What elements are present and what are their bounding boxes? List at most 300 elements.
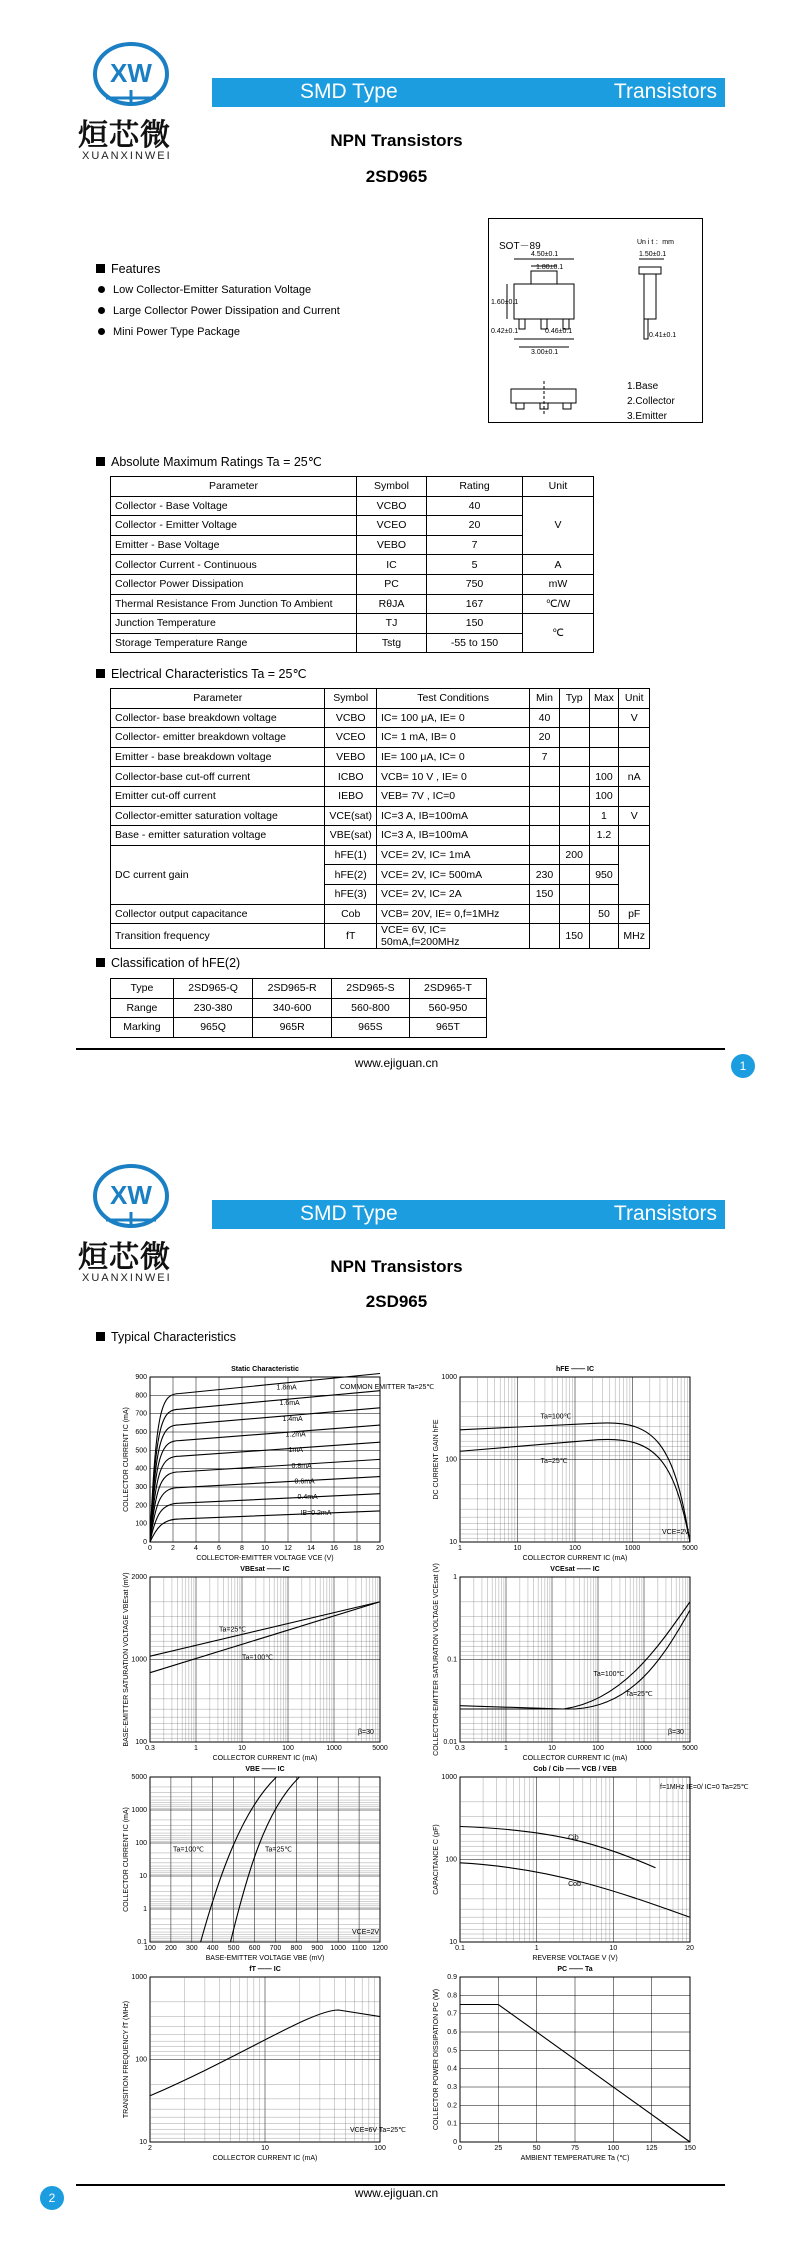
cell: VEBO — [357, 535, 427, 555]
y-label: COLLECTOR-EMITTER SATURATION VOLTAGE VCEsat (V) — [433, 1563, 440, 1756]
y-tick: 500 — [135, 1447, 147, 1455]
table-row — [111, 845, 650, 865]
footer-url: www.ejiguan.cn — [354, 1056, 439, 1070]
graph-title: hFE —— IC — [555, 1366, 595, 1373]
curve-label: Ta=100℃ — [173, 1846, 205, 1854]
cell: nA — [619, 767, 650, 787]
y-label: COLLECTOR POWER DISSIPATION PC (W) — [433, 1988, 440, 2131]
page-number: 2 — [40, 2186, 64, 2210]
cell: IC — [357, 555, 427, 575]
doc-title: NPN Transistors — [330, 1257, 463, 1276]
x-tick: 500 — [227, 1945, 240, 1952]
cell — [589, 708, 619, 728]
curve-label: Cib — [568, 1834, 579, 1842]
abs-max-table — [110, 476, 594, 653]
chart-note: f=1MHz IE=0/ IC=0 Ta=25℃ — [660, 1784, 749, 1791]
x-tick: 200 — [165, 1945, 177, 1952]
cell: Collector- base breakdown voltage — [111, 708, 325, 728]
x-tick: 1 — [534, 1945, 539, 1952]
banner-right: Transistors — [613, 80, 717, 103]
x-label: COLLECTOR CURRENT IC (mA) — [522, 1555, 628, 1562]
chart-g2 — [433, 1366, 698, 1562]
y-label: DC CURRENT GAIN hFE — [433, 1419, 440, 1500]
graph-g4 — [433, 1563, 698, 1777]
table-row — [111, 728, 650, 748]
x-tick: 0.3 — [145, 1745, 155, 1752]
y-tick: 1000 — [131, 1974, 147, 1981]
cell: Collector-base cut-off current — [111, 767, 325, 787]
chart-note: β=30 — [358, 1729, 374, 1736]
cell: Collector output capacitance — [111, 904, 325, 924]
page-2 — [0, 1122, 793, 2244]
cell: Collector - Base Voltage — [111, 496, 357, 516]
pin-list — [627, 379, 675, 424]
table-row — [111, 535, 594, 555]
cell: RθJA — [357, 594, 427, 614]
graph-title: Static Characteristic — [231, 1366, 299, 1373]
x-tick: 10 — [261, 1545, 269, 1552]
y-tick: 0.2 — [447, 2102, 457, 2110]
dim-2: 1.50±0.1 — [639, 251, 667, 258]
y-tick: 100 — [135, 1520, 147, 1528]
curve — [201, 1777, 277, 1942]
table-row — [111, 555, 594, 575]
x-tick: 16 — [330, 1545, 338, 1552]
cell: Collector - Emitter Voltage — [111, 516, 357, 536]
chart-note: COMMON EMITTER Ta=25℃ — [340, 1384, 435, 1391]
y-tick: 100 — [135, 1840, 147, 1847]
cell — [589, 884, 619, 904]
x-tick: 6 — [217, 1545, 221, 1552]
cell: VBE(sat) — [325, 826, 377, 846]
cell — [559, 884, 589, 904]
package-unit: Un i t ：mm — [637, 239, 674, 246]
x-tick: 1 — [194, 1745, 198, 1752]
x-tick: 10 — [548, 1745, 556, 1752]
cell — [559, 786, 589, 806]
x-tick: 10 — [609, 1945, 618, 1952]
y-tick: 0.01 — [443, 1739, 457, 1746]
table-row — [111, 904, 650, 924]
table-row — [111, 708, 650, 728]
y-tick: 900 — [135, 1374, 147, 1381]
cell: Emitter cut-off current — [111, 786, 325, 806]
curve-label: 1.4mA — [282, 1415, 303, 1423]
x-tick: 1200 — [372, 1945, 388, 1952]
y-tick: 0.9 — [447, 1974, 457, 1981]
curve-label: 1.8mA — [276, 1384, 297, 1392]
y-tick: 10 — [139, 1873, 147, 1880]
graph-g8 — [433, 1966, 696, 2177]
cell — [589, 845, 619, 865]
banner-left: SMD Type — [300, 1202, 398, 1225]
logo-text-en: XUANXINWEI — [82, 150, 172, 162]
cell: 20 — [427, 516, 523, 536]
cell — [589, 747, 619, 767]
cell: Thermal Resistance From Junction To Ambient — [111, 594, 357, 614]
header-banner — [212, 78, 725, 107]
table-row — [111, 826, 650, 846]
chart-g8 — [433, 1966, 696, 2162]
y-tick: 1 — [453, 1574, 457, 1581]
cell — [619, 845, 650, 904]
y-tick: 400 — [135, 1465, 147, 1473]
curve-label: Ta=100℃ — [593, 1671, 625, 1678]
y-tick: 5000 — [131, 1774, 147, 1781]
curve-label: Ta=25℃ — [625, 1690, 653, 1698]
chart-note: β=30 — [668, 1729, 684, 1736]
x-tick: 150 — [684, 2145, 696, 2152]
logo-text-cn: 烜芯微 — [78, 118, 171, 153]
x-label: REVERSE VOLTAGE V (V) — [532, 1955, 618, 1962]
cell: 167 — [427, 594, 523, 614]
cell: mW — [523, 574, 594, 594]
x-tick: 1 — [504, 1745, 508, 1752]
y-tick: 100 — [445, 1856, 457, 1864]
y-tick: 0.3 — [447, 2084, 457, 2091]
curve-label: 0.4mA — [297, 1494, 318, 1502]
class-table — [110, 978, 487, 1038]
cell: 2SD965-R — [253, 979, 332, 999]
x-tick: 10 — [261, 2145, 269, 2152]
cell: IE= 100 μA, IC= 0 — [377, 747, 530, 767]
x-label: COLLECTOR CURRENT IC (mA) — [522, 1755, 628, 1762]
curve-label: IB=0.2mA — [300, 1509, 332, 1517]
cell: 965S — [331, 1018, 409, 1038]
x-tick: 10 — [513, 1545, 522, 1552]
x-label: BASE-EMITTER VOLTAGE VBE (mV) — [205, 1955, 325, 1962]
package-drawing — [488, 218, 703, 423]
y-tick: 0.7 — [447, 2010, 457, 2018]
cell: 40 — [427, 496, 523, 516]
logo-emblem — [76, 1162, 186, 1232]
cell: VCEO — [325, 728, 377, 748]
cell — [619, 728, 650, 748]
x-tick: 100 — [374, 2145, 386, 2152]
cell — [559, 865, 589, 885]
curve-label: 1.6mA — [279, 1400, 300, 1408]
feature-item: Large Collector Power Dissipation and Current — [98, 305, 340, 317]
cell — [559, 806, 589, 826]
cell: Transition frequency — [111, 924, 325, 949]
cell: ℃ — [523, 614, 594, 653]
cell — [559, 728, 589, 748]
cell — [559, 826, 589, 846]
table-row — [111, 496, 594, 516]
elec-table — [110, 688, 650, 949]
x-tick: 700 — [269, 1945, 282, 1952]
cell: Collector Power Dissipation — [111, 574, 357, 594]
curve — [460, 1827, 656, 1868]
x-tick: 900 — [311, 1945, 324, 1952]
x-tick: 0 — [148, 1545, 152, 1552]
cell: MHz — [619, 924, 650, 949]
col-header: Max — [589, 689, 619, 709]
col-header: Unit — [619, 689, 650, 709]
cell: Marking — [111, 1018, 174, 1038]
cell: 230 — [530, 865, 560, 885]
cell: Cob — [325, 904, 377, 924]
table-row — [111, 767, 650, 787]
col-header: Parameter — [111, 689, 325, 709]
x-tick: 8 — [240, 1545, 244, 1552]
cell — [619, 747, 650, 767]
doc-title: NPN Transistors — [330, 131, 463, 150]
curve-label: Ta=25℃ — [265, 1846, 293, 1854]
x-tick: 0.1 — [455, 1945, 465, 1952]
x-tick: 1100 — [351, 1945, 367, 1952]
cell: -55 to 150 — [427, 633, 523, 653]
table-row — [111, 786, 650, 806]
cell — [530, 826, 560, 846]
x-tick: 800 — [290, 1945, 303, 1952]
cell: fT — [325, 924, 377, 949]
col-header: Test Conditions — [377, 689, 530, 709]
y-tick: 1000 — [441, 1774, 457, 1781]
cell: 150 — [427, 614, 523, 634]
table-row — [111, 614, 594, 634]
cell — [530, 924, 560, 949]
x-tick: 0.3 — [455, 1745, 465, 1752]
y-tick: 800 — [135, 1392, 147, 1400]
cell: 965T — [409, 1018, 486, 1038]
cell: Range — [111, 998, 174, 1018]
cell: VCE= 2V, IC= 2A — [377, 884, 530, 904]
graph-title: fT —— IC — [249, 1966, 281, 1973]
cell: VCE(sat) — [325, 806, 377, 826]
pin-3: 3.Emitter — [627, 411, 668, 422]
logo-text-en: XUANXINWEI — [82, 1272, 172, 1284]
svg-text:XW: XW — [110, 58, 152, 88]
y-tick: 0.1 — [447, 1656, 457, 1664]
y-tick: 0.1 — [137, 1939, 147, 1946]
y-tick: 10 — [139, 2139, 147, 2146]
cell: Type — [111, 979, 174, 999]
cell: 965R — [253, 1018, 332, 1038]
class-heading: Classification of hFE(2) — [96, 956, 240, 970]
cell: 150 — [530, 884, 560, 904]
table-row — [111, 998, 487, 1018]
cell: 200 — [559, 845, 589, 865]
graph-g1 — [123, 1366, 435, 1577]
cell: 5 — [427, 555, 523, 575]
y-tick: 0.5 — [447, 2047, 457, 2055]
x-label: COLLECTOR CURRENT IC (mA) — [212, 2155, 318, 2162]
cell: 965Q — [173, 1018, 252, 1038]
cell: 340-600 — [253, 998, 332, 1018]
x-tick: 5000 — [682, 1545, 698, 1552]
chart-g6 — [433, 1766, 749, 1962]
curve-label: Cob — [568, 1880, 581, 1888]
cell: 150 — [559, 924, 589, 949]
cell: Base - emitter saturation voltage — [111, 826, 325, 846]
chart-g4 — [433, 1563, 698, 1762]
y-label: COLLECTOR CURRENT IC (mA) — [123, 1807, 130, 1912]
y-tick: 0 — [143, 1539, 147, 1546]
x-tick: 12 — [284, 1545, 292, 1552]
cell: hFE(1) — [325, 845, 377, 865]
cell: VEBO — [325, 747, 377, 767]
x-tick: 100 — [592, 1745, 604, 1752]
table-row — [111, 594, 594, 614]
graph-title: VBEsat —— IC — [240, 1566, 290, 1573]
cell: 40 — [530, 708, 560, 728]
cell: hFE(2) — [325, 865, 377, 885]
graph-g2 — [433, 1366, 698, 1577]
curve — [150, 1602, 380, 1656]
table-row — [111, 806, 650, 826]
graph-title: Cob / Cib —— VCB / VEB — [533, 1766, 617, 1773]
y-label: CAPACITANCE C (pF) — [433, 1824, 440, 1895]
cell: 7 — [530, 747, 560, 767]
curve-label: Ta=100℃ — [540, 1413, 572, 1421]
cell: PC — [357, 574, 427, 594]
x-tick: 0 — [458, 2145, 462, 2152]
feature-item: Low Collector-Emitter Saturation Voltage — [98, 284, 311, 296]
curve-label: 1.2mA — [285, 1431, 306, 1439]
x-tick: 4 — [194, 1545, 198, 1552]
chart-g5 — [123, 1766, 388, 1962]
y-tick: 100 — [135, 2056, 147, 2064]
cell: 950 — [589, 865, 619, 885]
y-label: BASE-EMITTER SATURATION VOLTAGE VBEsat (mV) — [123, 1572, 130, 1747]
banner-left: SMD Type — [300, 80, 398, 103]
col-header: Rating — [427, 477, 523, 497]
part-number: 2SD965 — [365, 167, 428, 186]
footer-divider — [76, 1048, 725, 1050]
x-tick: 1000 — [636, 1745, 652, 1752]
y-tick: 1 — [143, 1906, 147, 1913]
cell: 1 — [589, 806, 619, 826]
y-tick: 1000 — [131, 1807, 147, 1814]
cell: 100 — [589, 767, 619, 787]
cell: Storage Temperature Range — [111, 633, 357, 653]
y-tick: 300 — [135, 1484, 147, 1491]
cell: V — [523, 496, 594, 555]
dim-7: 3.00±0.1 — [531, 349, 559, 356]
y-tick: 600 — [135, 1429, 147, 1436]
x-tick: 100 — [607, 2145, 620, 2152]
cell: TJ — [357, 614, 427, 634]
elec-heading: Electrical Characteristics Ta = 25℃ — [96, 666, 306, 681]
graph-title: PC —— Ta — [557, 1966, 593, 1973]
y-tick: 2000 — [131, 1574, 147, 1581]
graph-g7 — [123, 1966, 406, 2177]
cell: 1.2 — [589, 826, 619, 846]
y-tick: 1000 — [131, 1656, 147, 1664]
x-tick: 2 — [148, 2145, 152, 2152]
cell — [559, 708, 589, 728]
x-label: COLLECTOR-EMITTER VOLTAGE VCE (V) — [196, 1555, 334, 1562]
curve — [460, 1602, 690, 1709]
cell — [530, 904, 560, 924]
cell: Emitter - base breakdown voltage — [111, 747, 325, 767]
cell: A — [523, 555, 594, 575]
graph-g6 — [433, 1766, 749, 1977]
y-label: TRANSITION FREQUENCY fT (MHz) — [123, 2000, 130, 2119]
x-tick: 20 — [376, 1545, 384, 1552]
cell: hFE(3) — [325, 884, 377, 904]
curve-label: Ta=100℃ — [242, 1654, 274, 1662]
cell: 2SD965-T — [409, 979, 486, 999]
x-tick: 75 — [571, 2145, 579, 2152]
footer-url: www.ejiguan.cn — [354, 2186, 439, 2200]
cell: IC=3 A, IB=100mA — [377, 826, 530, 846]
cell: 50 — [589, 904, 619, 924]
cell — [530, 845, 560, 865]
x-tick: 1 — [458, 1545, 462, 1552]
cell: Junction Temperature — [111, 614, 357, 634]
logo-text-cn: 烜芯微 — [78, 1240, 171, 1275]
cell: V — [619, 708, 650, 728]
x-tick: 14 — [307, 1545, 315, 1552]
cell: V — [619, 806, 650, 826]
cell — [589, 924, 619, 949]
pin-2: 2.Collector — [627, 396, 675, 407]
table-row — [111, 924, 650, 949]
chart-note: VCE=2V — [352, 1929, 380, 1936]
banner-right: Transistors — [613, 1202, 717, 1225]
cell: IC=3 A, IB=100mA — [377, 806, 530, 826]
cell — [619, 786, 650, 806]
curve — [231, 1777, 300, 1942]
dim-6: 0.41±0.1 — [649, 332, 677, 339]
y-tick: 1000 — [441, 1374, 457, 1381]
x-tick: 100 — [569, 1545, 581, 1552]
package-name: SOT－89 — [499, 241, 541, 252]
cell: 560-800 — [331, 998, 409, 1018]
curve-label: 0.8mA — [291, 1462, 312, 1470]
chart-g1 — [123, 1366, 435, 1562]
chart-g7 — [123, 1966, 406, 2162]
cell: Collector-emitter saturation voltage — [111, 806, 325, 826]
cell: IC= 1 mA, IB= 0 — [377, 728, 530, 748]
cell: 560-950 — [409, 998, 486, 1018]
y-label: COLLECTOR CURRENT IC (mA) — [123, 1407, 130, 1512]
table-row — [111, 633, 594, 653]
cell: 230-380 — [173, 998, 252, 1018]
cell: 7 — [427, 535, 523, 555]
typical-heading: Typical Characteristics — [96, 1330, 236, 1344]
x-tick: 1000 — [624, 1545, 641, 1552]
curve-label: Ta=25℃ — [540, 1457, 568, 1465]
y-tick: 10 — [449, 1939, 457, 1946]
cell: VCE= 2V, IC= 1mA — [377, 845, 530, 865]
dim-5: 0.46±0.1 — [545, 328, 573, 335]
x-tick: 5000 — [682, 1745, 698, 1752]
cell: Collector- emitter breakdown voltage — [111, 728, 325, 748]
x-label: COLLECTOR CURRENT IC (mA) — [212, 1755, 318, 1762]
cell: 2SD965-S — [331, 979, 409, 999]
cell: ℃/W — [523, 594, 594, 614]
cell: 750 — [427, 574, 523, 594]
x-tick: 5000 — [372, 1745, 388, 1752]
col-header: Symbol — [357, 477, 427, 497]
cell: IEBO — [325, 786, 377, 806]
table-row — [111, 574, 594, 594]
x-tick: 1000 — [326, 1745, 342, 1752]
curve-label: Ta=25℃ — [219, 1626, 247, 1634]
cell: 100 — [589, 786, 619, 806]
x-tick: 100 — [144, 1945, 156, 1952]
cell: VCE= 6V, IC= 50mA,f=200MHz — [377, 924, 530, 949]
cell: Tstg — [357, 633, 427, 653]
cell: Collector Current - Continuous — [111, 555, 357, 575]
cell — [530, 806, 560, 826]
dim-3: 1.80±0.1 — [536, 264, 564, 271]
col-header: Symbol — [325, 689, 377, 709]
y-tick: 0.4 — [447, 2065, 457, 2073]
